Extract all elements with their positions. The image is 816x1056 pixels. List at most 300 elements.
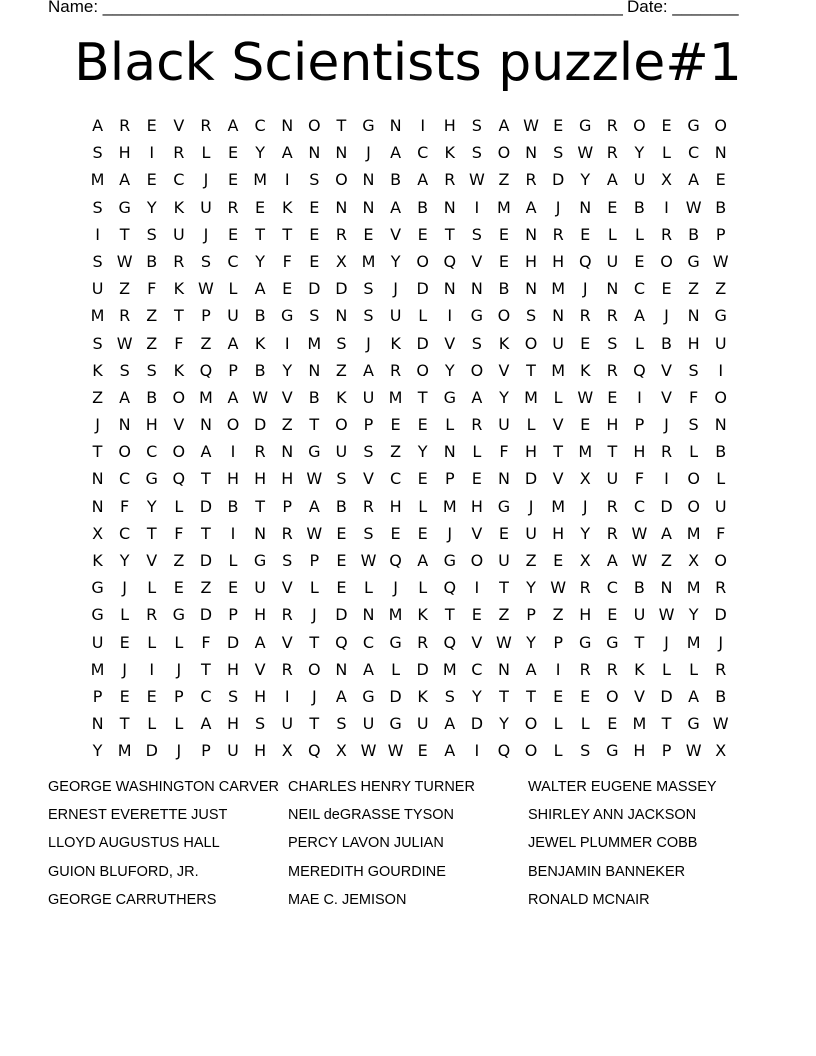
grid-letter: Y (92, 741, 103, 761)
grid-letter: V (444, 333, 456, 353)
grid-letter: O (335, 170, 348, 190)
grid-letter: C (362, 632, 375, 652)
grid-letter: V (254, 659, 266, 679)
grid-letter: B (390, 170, 402, 190)
grid-letter: K (173, 279, 185, 299)
grid-letter: S (309, 170, 320, 190)
grid-letter: S (553, 143, 564, 163)
grid-letter: O (633, 116, 646, 135)
grid-letter: O (118, 442, 131, 462)
grid-letter: E (607, 197, 618, 217)
grid-letter: S (336, 714, 347, 734)
grid-letter: M (199, 387, 213, 407)
word-list-item: CHARLES HENRY TURNER (288, 779, 475, 795)
grid-letter: H (606, 415, 619, 435)
grid-letter: S (336, 469, 347, 489)
grid-letter: Z (200, 333, 212, 353)
grid-letter: G (470, 306, 484, 326)
grid-letter: O (660, 251, 673, 271)
grid-letter: L (364, 578, 373, 598)
grid-letter: G (91, 605, 104, 625)
grid-letter: A (498, 116, 510, 135)
grid-letter: D (253, 415, 267, 435)
grid-letter: V (661, 387, 672, 407)
grid-letter: L (445, 415, 455, 435)
grid-letter: L (228, 551, 238, 570)
grid-letter: E (580, 686, 591, 706)
word-list-item: BENJAMIN BANNEKER (528, 863, 686, 880)
grid-letter: G (606, 632, 619, 652)
grid-letter: K (173, 197, 185, 217)
grid-letter: C (471, 659, 483, 679)
grid-letter: M (253, 170, 268, 190)
grid-letter: C (606, 578, 618, 598)
grid-letter: L (553, 741, 563, 761)
grid-letter: U (606, 251, 619, 271)
grid-letter: M (632, 714, 647, 734)
grid-letter: S (363, 279, 374, 299)
grid-letter: K (390, 333, 401, 353)
grid-letter: S (146, 360, 157, 380)
grid-letter: W (116, 333, 133, 353)
grid-letter: O (308, 659, 321, 679)
grid-letter: T (444, 224, 455, 244)
grid-letter: V (173, 415, 185, 435)
grid-letter: E (607, 387, 618, 407)
grid-letter: Y (499, 387, 509, 407)
grid-letter: J (555, 197, 561, 217)
grid-letter: T (336, 116, 347, 135)
grid-letter: O (524, 333, 538, 353)
grid-letter: E (309, 224, 320, 244)
grid-letter: U (254, 578, 266, 598)
grid-letter: E (363, 224, 374, 244)
grid-letter: G (687, 116, 700, 135)
grid-letter: R (254, 442, 266, 462)
grid-letter: L (662, 143, 671, 163)
grid-letter: S (309, 306, 320, 326)
grid-letter: P (282, 496, 293, 516)
grid-letter: O (606, 686, 619, 706)
grid-letter: J (664, 306, 669, 326)
grid-letter: B (715, 686, 727, 706)
grid-letter: W (550, 578, 567, 598)
grid-letter: Y (255, 143, 265, 163)
grid-letter: Q (443, 578, 457, 598)
grid-letter: V (552, 415, 564, 435)
grid-letter: I (149, 143, 155, 163)
grid-letter: S (444, 686, 455, 706)
grid-letter: N (443, 279, 456, 299)
grid-letter: O (172, 387, 186, 407)
grid-letter: L (228, 279, 238, 299)
grid-letter: N (525, 279, 538, 299)
grid-letter: X (335, 741, 347, 761)
grid-letter: E (417, 469, 428, 489)
grid-letter: M (686, 632, 701, 652)
grid-letter: U (281, 714, 294, 734)
grid-letter: S (336, 333, 347, 353)
grid-letter: A (688, 686, 700, 706)
grid-letter: I (664, 469, 669, 489)
grid-letter: Z (335, 360, 347, 380)
word-list-item: JEWEL PLUMMER COBB (528, 835, 698, 852)
grid-letter: M (686, 578, 701, 598)
grid-letter: N (335, 197, 348, 217)
grid-letter: H (633, 741, 646, 761)
grid-letter: M (388, 605, 403, 625)
grid-letter: R (579, 659, 591, 679)
grid-letter: I (474, 578, 480, 598)
grid-letter: L (607, 224, 617, 244)
grid-letter: V (390, 224, 402, 244)
grid-letter: G (118, 197, 131, 217)
grid-letter: A (444, 741, 456, 761)
grid-letter: C (417, 143, 429, 163)
grid-letter: E (227, 578, 239, 598)
grid-letter: U (633, 170, 646, 190)
grid-letter: T (201, 523, 211, 543)
grid-letter: E (227, 170, 239, 190)
grid-letter: R (362, 496, 375, 516)
grid-letter: F (147, 279, 157, 299)
grid-letter: K (417, 605, 428, 625)
grid-letter: R (715, 659, 727, 679)
grid-letter: M (551, 360, 566, 380)
grid-letter: K (634, 659, 645, 679)
grid-letter: K (579, 360, 591, 380)
grid-letter: N (308, 360, 321, 380)
grid-letter: R (281, 659, 293, 679)
grid-letter: U (552, 333, 564, 353)
grid-letter: E (553, 116, 564, 135)
grid-letter: Y (471, 686, 482, 706)
grid-letter: O (226, 415, 240, 435)
grid-letter: M (524, 387, 538, 407)
grid-letter: T (255, 224, 265, 244)
grid-letter: I (95, 224, 100, 244)
name-field-label: Name: _______________________________________________________ (48, 0, 623, 16)
grid-letter: W (631, 523, 648, 543)
grid-letter: W (468, 170, 485, 190)
grid-letter: S (92, 143, 103, 163)
grid-letter: G (497, 496, 511, 516)
grid-letter: O (335, 415, 348, 435)
grid-letter: A (200, 714, 212, 734)
grid-letter: A (227, 116, 239, 135)
grid-letter: N (335, 143, 348, 163)
grid-letter: R (200, 116, 212, 135)
grid-letter: U (200, 197, 212, 217)
grid-letter: T (309, 714, 320, 734)
grid-letter: S (146, 224, 157, 244)
grid-letter: Y (417, 442, 428, 462)
grid-letter: W (577, 387, 594, 407)
grid-letter: W (712, 251, 729, 271)
grid-letter: S (471, 143, 482, 163)
grid-letter: O (524, 714, 538, 734)
grid-letter: A (525, 659, 537, 679)
grid-letter: A (227, 387, 239, 407)
grid-letter: W (631, 551, 648, 570)
grid-letter: H (254, 741, 267, 761)
grid-letter: B (498, 279, 510, 299)
grid-letter: P (92, 686, 103, 706)
grid-letter: Z (173, 551, 185, 570)
grid-letter: V (498, 360, 510, 380)
grid-letter: R (281, 523, 293, 543)
grid-letter: X (579, 551, 591, 570)
grid-letter: W (577, 143, 594, 163)
grid-letter: G (579, 632, 592, 652)
grid-letter: U (91, 632, 104, 652)
grid-letter: R (281, 605, 293, 625)
grid-letter: L (174, 714, 184, 734)
grid-letter: A (390, 197, 402, 217)
grid-letter: E (553, 686, 564, 706)
grid-letter: N (714, 143, 727, 163)
word-list-item: GEORGE CARRUTHERS (48, 891, 217, 908)
grid-letter: I (420, 116, 426, 135)
grid-letter: J (664, 632, 669, 652)
grid-letter: N (443, 442, 456, 462)
grid-letter: G (172, 605, 186, 625)
puzzle-title: Black Scientists puzzle#1 (74, 33, 742, 93)
grid-letter: Y (634, 143, 645, 163)
grid-letter: I (284, 333, 290, 353)
grid-letter: D (199, 605, 213, 625)
grid-letter: H (687, 333, 700, 353)
grid-letter: M (551, 279, 566, 299)
grid-letter: R (606, 116, 618, 135)
grid-letter: E (607, 714, 618, 734)
grid-letter: P (228, 360, 238, 380)
grid-letter: M (551, 496, 566, 516)
grid-letter: Y (255, 251, 265, 271)
grid-letter: B (254, 306, 266, 326)
grid-letter: Y (146, 197, 157, 217)
grid-letter: Y (499, 714, 509, 734)
grid-letter: Y (390, 251, 401, 271)
grid-letter: G (579, 116, 592, 135)
grid-letter: T (201, 469, 211, 489)
grid-letter: K (444, 143, 456, 163)
grid-letter: N (389, 116, 402, 135)
grid-letter: J (176, 659, 182, 679)
grid-letter: R (552, 224, 564, 244)
grid-letter: C (633, 279, 645, 299)
grid-letter: E (336, 551, 347, 570)
grid-letter: E (336, 578, 347, 598)
grid-letter: M (90, 659, 105, 679)
grid-letter: K (336, 387, 347, 407)
grid-letter: S (688, 415, 699, 435)
grid-letter: R (173, 251, 185, 271)
grid-letter: R (444, 170, 456, 190)
grid-letter: E (661, 116, 672, 135)
grid-letter: H (227, 469, 240, 489)
grid-letter: H (145, 415, 158, 435)
grid-letter: B (146, 387, 158, 407)
grid-letter: Z (688, 279, 700, 299)
grid-letter: V (281, 632, 293, 652)
grid-letter: N (362, 170, 375, 190)
grid-letter: D (660, 686, 673, 706)
grid-letter: Q (199, 360, 213, 380)
grid-letter: P (228, 605, 238, 625)
grid-letter: L (580, 714, 590, 734)
grid-letter: E (173, 578, 184, 598)
grid-letter: L (716, 469, 726, 489)
grid-letter: H (254, 686, 267, 706)
grid-letter: R (606, 496, 618, 516)
grid-letter: A (606, 551, 618, 570)
grid-letter: B (146, 251, 158, 271)
grid-letter: M (117, 741, 132, 761)
grid-letter: A (200, 442, 212, 462)
grid-letter: N (362, 197, 375, 217)
grid-letter: R (390, 360, 402, 380)
grid-letter: B (417, 197, 429, 217)
grid-letter: E (607, 605, 618, 625)
grid-letter: I (149, 659, 155, 679)
grid-letter: Z (146, 333, 158, 353)
grid-letter: D (524, 469, 538, 489)
grid-letter: N (335, 659, 348, 679)
grid-letter: K (173, 360, 185, 380)
grid-letter: D (335, 605, 348, 625)
grid-letter: W (198, 279, 214, 299)
grid-letter: D (199, 551, 213, 570)
word-list-item: LLOYD AUGUSTUS HALL (48, 835, 220, 852)
grid-letter: T (634, 632, 645, 652)
grid-letter: X (688, 551, 700, 570)
grid-letter: R (146, 605, 158, 625)
word-list (48, 777, 768, 918)
grid-letter: T (444, 605, 455, 625)
grid-letter: J (718, 632, 724, 652)
grid-letter: U (227, 741, 239, 761)
grid-letter: T (119, 714, 130, 734)
grid-letter: P (526, 605, 536, 625)
grid-letter: D (389, 686, 402, 706)
grid-letter: G (281, 306, 294, 326)
grid-letter: N (91, 714, 104, 734)
grid-letter: P (634, 415, 645, 435)
grid-letter: Y (282, 360, 293, 380)
grid-letter: V (146, 551, 158, 570)
grid-letter: P (201, 741, 211, 761)
grid-letter: P (444, 469, 455, 489)
grid-letter: K (498, 333, 510, 353)
grid-letter: N (714, 415, 727, 435)
word-list-item: GEORGE WASHINGTON CARVER (48, 779, 279, 795)
grid-letter: H (552, 251, 565, 271)
grid-letter: W (387, 741, 404, 761)
grid-letter: R (579, 578, 591, 598)
grid-letter: Q (389, 551, 402, 570)
grid-letter: U (362, 714, 375, 734)
grid-letter: C (119, 469, 131, 489)
grid-letter: W (252, 387, 269, 407)
grid-letter: F (174, 523, 184, 543)
grid-letter: V (471, 523, 483, 543)
grid-letter: E (119, 632, 130, 652)
grid-letter: A (417, 170, 429, 190)
grid-letter: T (499, 686, 509, 706)
grid-letter: T (309, 415, 320, 435)
grid-letter: A (417, 551, 429, 570)
grid-letter: O (308, 116, 321, 135)
grid-letter: G (91, 578, 104, 598)
grid-letter: E (146, 686, 157, 706)
grid-letter: N (552, 306, 565, 326)
grid-letter: R (227, 197, 239, 217)
grid-letter: F (499, 442, 509, 462)
grid-letter: H (579, 605, 592, 625)
grid-letter: J (393, 279, 398, 299)
grid-letter: O (524, 741, 538, 761)
grid-letter: E (498, 523, 509, 543)
grid-letter: D (660, 496, 673, 516)
grid-letter: I (555, 659, 561, 679)
grid-letter: W (360, 741, 377, 761)
grid-letter: S (92, 251, 103, 271)
grid-letter: N (118, 415, 131, 435)
grid-letter: B (715, 197, 727, 217)
grid-letter: D (335, 279, 348, 299)
grid-letter: O (470, 551, 484, 570)
grid-letter: H (443, 116, 456, 135)
grid-letter: E (390, 523, 401, 543)
grid-letter: G (687, 714, 700, 734)
grid-letter: D (199, 496, 213, 516)
grid-letter: Z (498, 605, 510, 625)
grid-letter: L (472, 442, 482, 462)
grid-letter: H (227, 659, 240, 679)
grid-letter: G (308, 442, 321, 462)
grid-letter: W (306, 469, 323, 489)
grid-letter: W (306, 523, 323, 543)
grid-letter: N (470, 279, 483, 299)
grid-letter: F (689, 387, 699, 407)
grid-letter: H (281, 469, 294, 489)
grid-letter: N (281, 442, 294, 462)
grid-letter: E (417, 224, 428, 244)
grid-letter: Y (580, 523, 591, 543)
grid-letter: C (227, 251, 239, 271)
grid-letter: W (116, 251, 133, 271)
grid-letter: G (606, 741, 619, 761)
grid-letter: R (173, 143, 185, 163)
grid-letter: N (497, 469, 510, 489)
grid-letter: G (362, 686, 375, 706)
grid-letter: E (417, 523, 428, 543)
grid-letter: S (471, 116, 482, 135)
grid-letter: P (201, 306, 211, 326)
grid-letter: R (606, 306, 618, 326)
grid-letter: G (443, 551, 456, 570)
grid-letter: A (254, 279, 266, 299)
grid-letter: A (525, 197, 537, 217)
grid-letter: E (227, 143, 239, 163)
grid-letter: J (311, 686, 317, 706)
grid-letter: T (661, 714, 672, 734)
grid-letter: F (120, 496, 130, 516)
grid-letter: J (582, 496, 588, 516)
grid-letter: L (418, 306, 428, 326)
grid-letter: T (282, 224, 293, 244)
